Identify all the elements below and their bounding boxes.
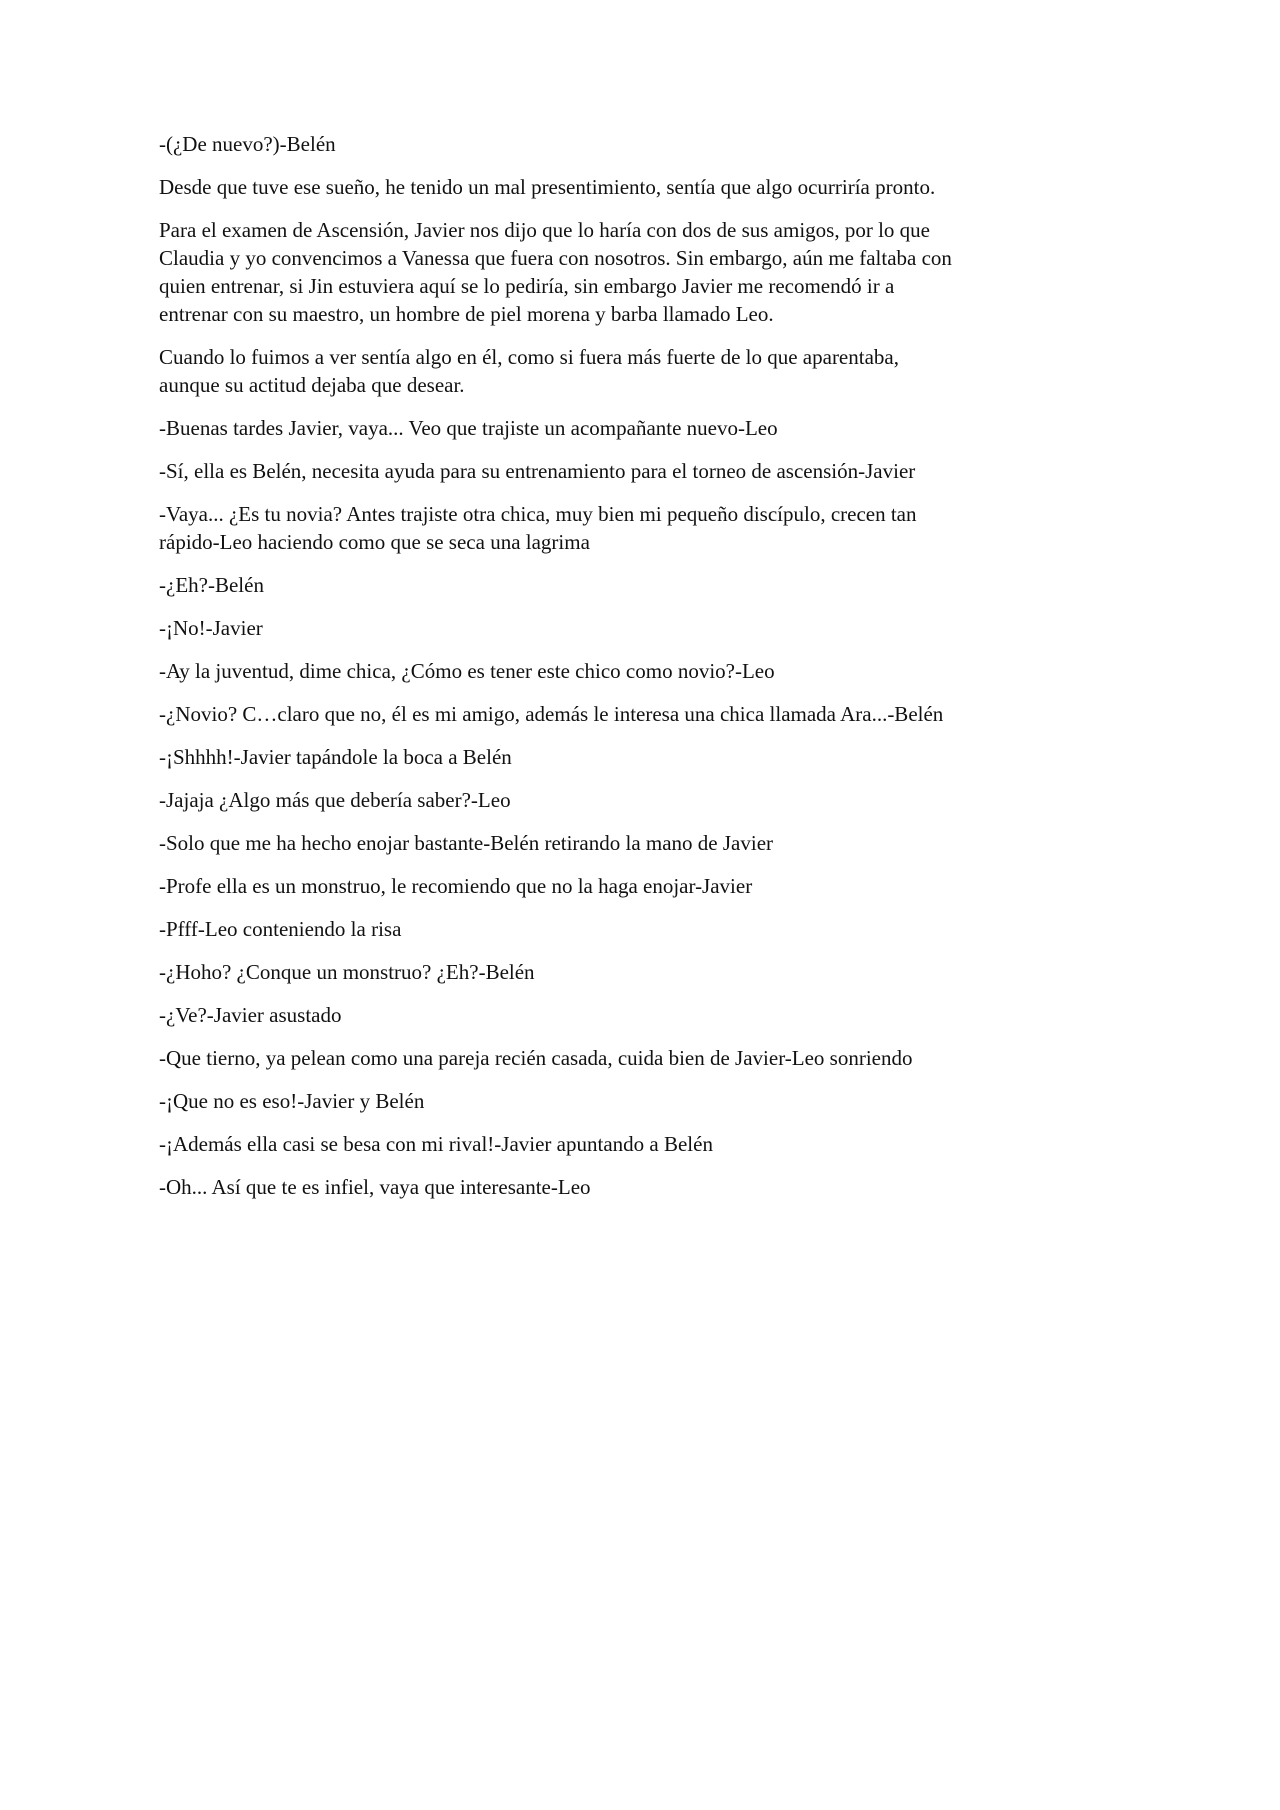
paragraph: -¡Además ella casi se besa con mi rival!-Javier apuntando a Belén xyxy=(159,1132,713,1156)
paragraph: -Jajaja ¿Algo más que debería saber?-Leo xyxy=(159,788,511,812)
paragraph: -¿Ve?-Javier asustado xyxy=(159,1003,342,1027)
paragraph: -Profe ella es un monstruo, le recomiendo que no la haga enojar-Javier xyxy=(159,874,753,898)
document-body xyxy=(159,130,959,1216)
paragraph: -(¿De nuevo?)-Belén xyxy=(159,132,336,156)
paragraph: Cuando lo fuimos a ver sentía algo en él, como si fuera más fuerte de lo que aparentaba, aunque su actitud dejaba que desear. xyxy=(159,345,899,397)
paragraph: -¿Eh?-Belén xyxy=(159,573,264,597)
paragraph: -Vaya... ¿Es tu novia? Antes trajiste otra chica, muy bien mi pequeño discípulo, crecen tan rápido-Leo haciendo como que se seca una lagrima xyxy=(159,502,917,554)
paragraph: Desde que tuve ese sueño, he tenido un mal presentimiento, sentía que algo ocurriría pronto. xyxy=(159,175,936,199)
paragraph: -¿Novio? C…claro que no, él es mi amigo, además le interesa una chica llamada Ara...-Belén xyxy=(159,702,944,726)
paragraph: -Buenas tardes Javier, vaya... Veo que trajiste un acompañante nuevo-Leo xyxy=(159,416,778,440)
paragraph: -Ay la juventud, dime chica, ¿Cómo es tener este chico como novio?-Leo xyxy=(159,659,775,683)
paragraph: -Sí, ella es Belén, necesita ayuda para su entrenamiento para el torneo de ascensión-Javier xyxy=(159,459,916,483)
paragraph: -Que tierno, ya pelean como una pareja recién casada, cuida bien de Javier-Leo sonriendo xyxy=(159,1046,913,1070)
paragraph: -Solo que me ha hecho enojar bastante-Belén retirando la mano de Javier xyxy=(159,831,774,855)
paragraph: -Oh... Así que te es infiel, vaya que interesante-Leo xyxy=(159,1175,591,1199)
paragraph: Para el examen de Ascensión, Javier nos dijo que lo haría con dos de sus amigos, por lo que Claudia y yo convencimos a Vanessa que fuera con nosotros. Sin embargo, aún me faltaba con quien entrenar, si Jin estuviera aquí se lo pediría, sin embargo Javier me recomendó ir a entrenar con su maestro, un hombre de piel morena y barba llamado Leo. xyxy=(159,218,952,326)
paragraph: -¡No!-Javier xyxy=(159,616,263,640)
paragraph: -¡Shhhh!-Javier tapándole la boca a Belén xyxy=(159,745,512,769)
paragraph: -Pfff-Leo conteniendo la risa xyxy=(159,917,402,941)
paragraph: -¡Que no es eso!-Javier y Belén xyxy=(159,1089,425,1113)
paragraph: -¿Hoho? ¿Conque un monstruo? ¿Eh?-Belén xyxy=(159,960,535,984)
